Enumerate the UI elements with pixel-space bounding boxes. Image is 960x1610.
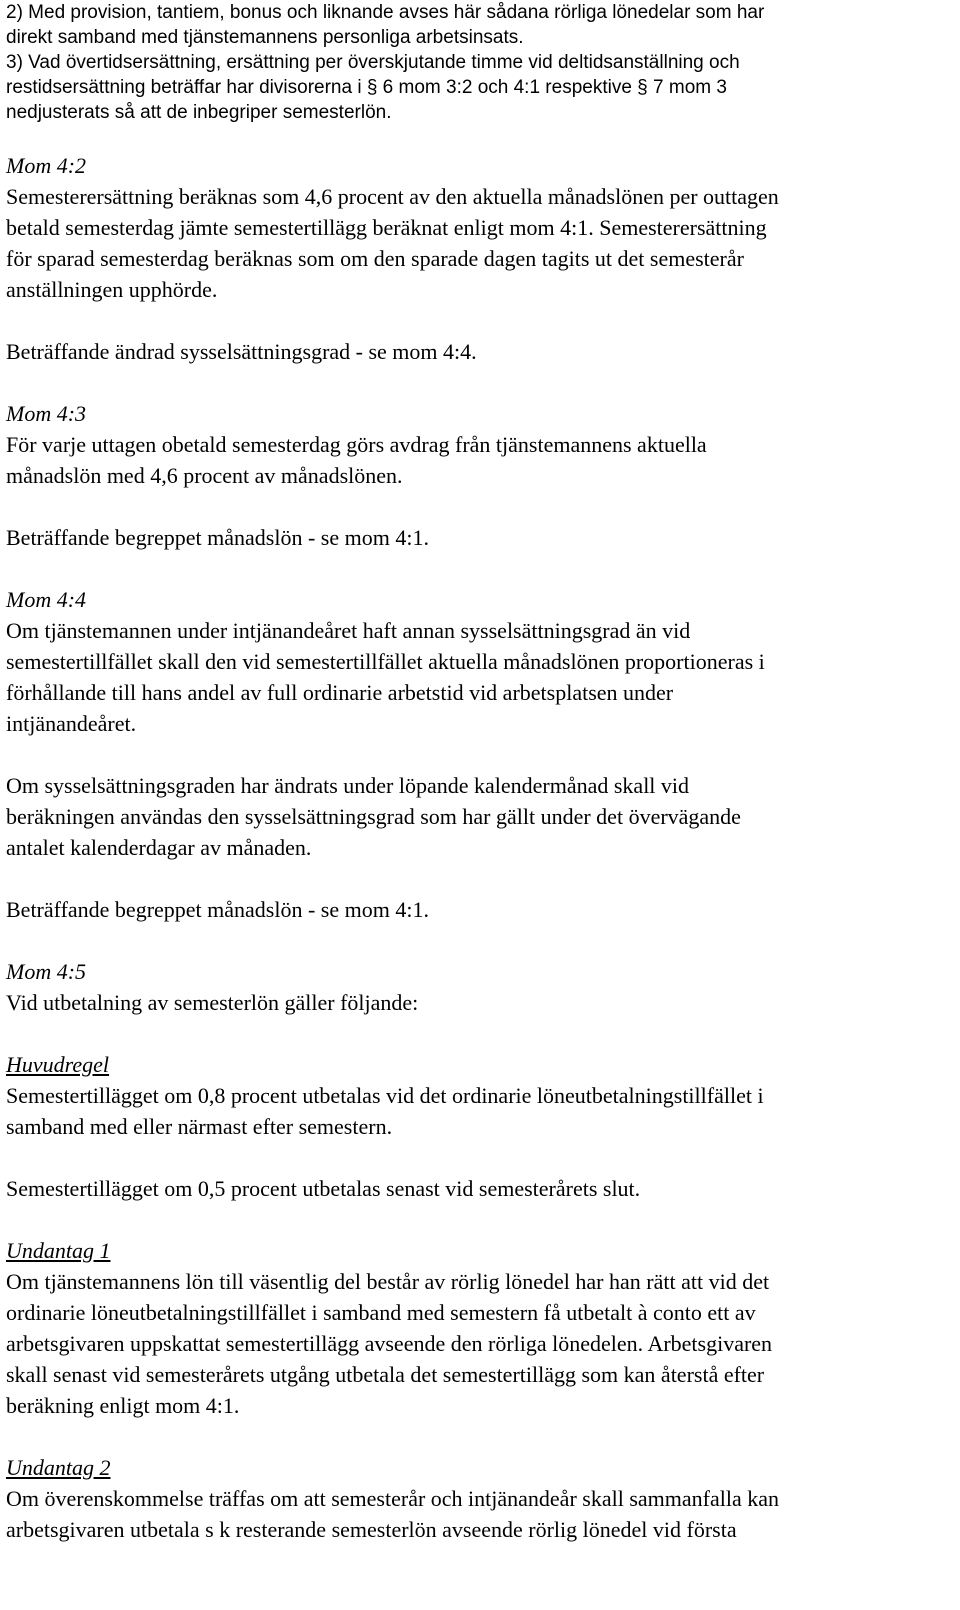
mom-4-5-paragraph-1: Vid utbetalning av semesterlön gäller följande: — [6, 990, 419, 1015]
mom-4-3-paragraph-2: Beträffande begreppet månadslön - se mom 4:1. — [6, 525, 429, 550]
footnote-2: 2) Med provision, tantiem, bonus och liknande avses här sådana rörliga lönedelar som har direkt samband med tjänstemannens personliga arbetsinsats. — [6, 2, 765, 48]
document-page — [6, 0, 946, 1545]
subheading-undantag-1: Undantag 1 — [6, 1238, 111, 1263]
section-heading-mom-4-3: Mom 4:3 — [6, 401, 87, 426]
mom-4-4-paragraph-2: Om sysselsättningsgraden har ändrats under löpande kalendermånad skall vid beräkningen användas den sysselsättningsgrad som har gällt under det övervägande antalet kalenderdagar av månaden. — [6, 773, 741, 860]
section-heading-mom-4-4: Mom 4:4 — [6, 587, 87, 612]
huvudregel-paragraph-1: Semestertillägget om 0,8 procent utbetalas vid det ordinarie löneutbetalningstillfället i samband med eller närmast efter semestern. — [6, 1083, 764, 1139]
section-heading-mom-4-2: Mom 4:2 — [6, 153, 87, 178]
undantag-2-paragraph-1: Om överenskommelse träffas om att semesterår och intjänandeår skall sammanfalla kan arbetsgivaren utbetala s k resterande semesterlön avseende rörlig lönedel vid första — [6, 1486, 779, 1542]
footnote-3: 3) Vad övertidsersättning, ersättning per överskjutande timme vid deltidsanställning och restidsersättning beträffar har divisorerna i § 6 mom 3:2 och 4:1 respektive § 7 mom 3 nedjusterats så att de inbegriper semesterlön. — [6, 52, 740, 123]
mom-4-2-paragraph-2: Beträffande ändrad sysselsättningsgrad - se mom 4:4. — [6, 339, 477, 364]
huvudregel-paragraph-2: Semestertillägget om 0,5 procent utbetalas senast vid semesterårets slut. — [6, 1176, 641, 1201]
mom-4-3-paragraph-1: För varje uttagen obetald semesterdag görs avdrag från tjänstemannens aktuella månadslön med 4,6 procent av månadslönen. — [6, 432, 707, 488]
mom-4-4-paragraph-1: Om tjänstemannen under intjänandeåret haft annan sysselsättningsgrad än vid semestertillfället skall den vid semestertillfället aktuella månadslönen proportioneras i förhållande till hans andel av full ordinarie arbetstid vid arbetsplatsen under intjänandeåret. — [6, 618, 765, 736]
subheading-undantag-2: Undantag 2 — [6, 1455, 111, 1480]
undantag-1-paragraph-1: Om tjänstemannens lön till väsentlig del består av rörlig lönedel har han rätt att vid det ordinarie löneutbetalningstillfället i samband med semestern få utbetalt à conto ett av arbetsgivaren uppskattat semestertillägg avseende den rörliga lönedelen. Arbetsgivaren skall senast vid semesterårets utgång utbetala det semestertillägg som kan återstå efter beräkning enligt mom 4:1. — [6, 1269, 773, 1418]
mom-4-4-paragraph-3: Beträffande begreppet månadslön - se mom 4:1. — [6, 897, 429, 922]
subheading-huvudregel: Huvudregel — [6, 1052, 110, 1077]
section-heading-mom-4-5: Mom 4:5 — [6, 959, 87, 984]
mom-4-2-paragraph-1: Semesterersättning beräknas som 4,6 procent av den aktuella månadslönen per outtagen betald semesterdag jämte semestertillägg beräknat enligt mom 4:1. Semesterersättning för sparad semesterdag beräknas som om den sparade dagen tagits ut det semesterår anställningen upphörde. — [6, 184, 779, 302]
